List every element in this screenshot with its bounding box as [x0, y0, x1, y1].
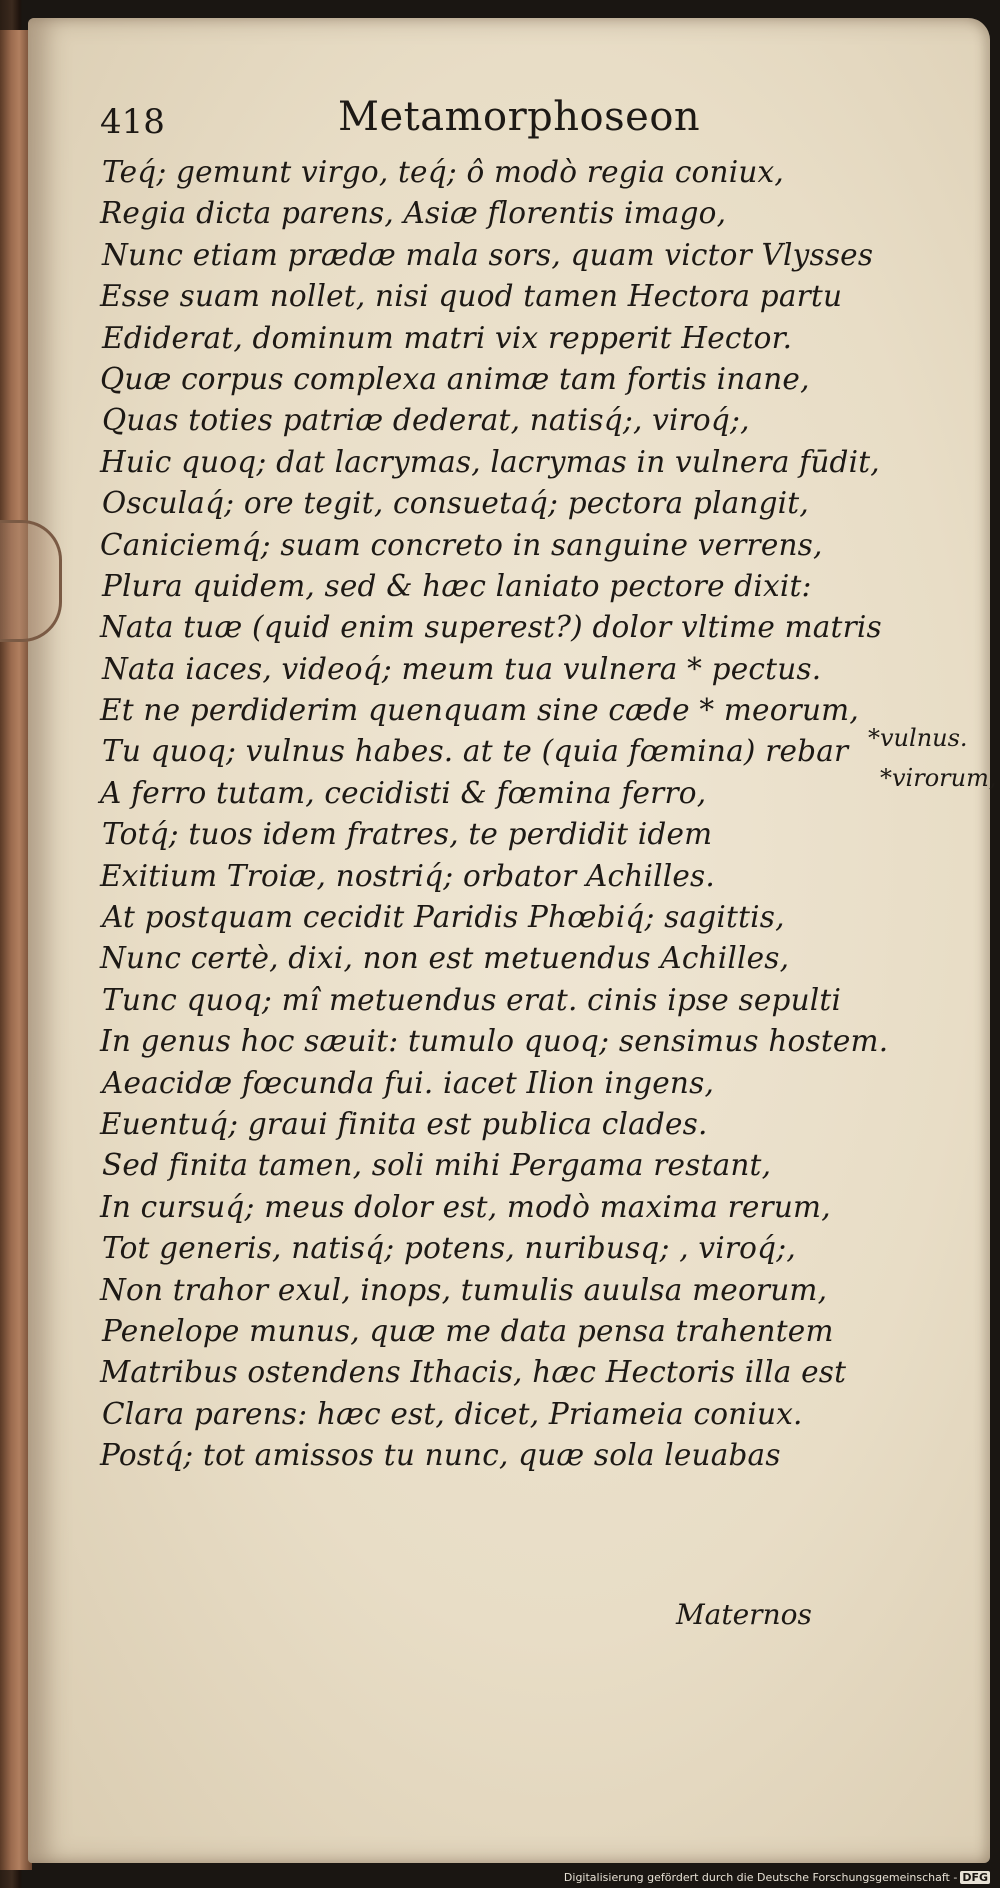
verse-line: Et ne perdiderim quenquam sine cæde * meorum,	[100, 693, 859, 728]
dfg-logo: DFG	[962, 1871, 988, 1884]
verse-line: Sed finita tamen, soli mihi Pergama restant,	[102, 1148, 772, 1183]
page-number: 418	[100, 102, 165, 142]
verse-line: Exitium Troiæ, nostriq́; orbator Achilles.	[100, 858, 715, 893]
margin-notes	[868, 718, 997, 798]
verse-line: Penelope munus, quæ me data pensa trahentem	[102, 1313, 834, 1348]
verse-line: Esse suam nollet, nisi quod tamen Hectora partu	[100, 279, 843, 314]
page-header	[100, 88, 960, 152]
verse-line: A ferro tutam, cecidisti & fœmina ferro,	[100, 775, 707, 810]
verse-line: Nata tuæ (quid enim superest?) dolor vltime matris	[100, 610, 882, 645]
verse-line: Euentuq́; graui finita est publica clades.	[100, 1106, 708, 1141]
verse-line: Matribus ostendens Ithacis, hæc Hectoris illa est	[100, 1355, 847, 1390]
verse-line: In cursuq́; meus dolor est, modò maxima rerum,	[100, 1189, 831, 1224]
verse-line: Postq́; tot amissos tu nunc, quæ sola leuabas	[100, 1438, 781, 1473]
verse-line: Ediderat, dominum matri vix repperit Hector.	[102, 320, 793, 355]
verse-list	[100, 152, 960, 1477]
running-head: Metamorphoseon	[338, 94, 701, 140]
book-clasp	[0, 520, 62, 642]
verse-line: Regia dicta parens, Asiæ florentis imago,	[100, 196, 727, 231]
verse-line: Plura quidem, sed & hæc laniato pectore dixit:	[102, 568, 812, 603]
verse-line: Quæ corpus complexa animæ tam fortis inane,	[100, 361, 810, 396]
text-block	[100, 88, 960, 1477]
verse-line: Quas toties patriæ dederat, natisq́;, viroq́;,	[102, 403, 750, 438]
verse-line: Aeacidæ fœcunda fui. iacet Ilion ingens,	[102, 1065, 715, 1100]
margin-note: *virorum,	[880, 764, 997, 792]
verse-line: Nunc certè, dixi, non est metuendus Achilles,	[100, 941, 790, 976]
verse-line: In genus hoc sæuit: tumulo quoq; sensimus hostem.	[100, 1024, 889, 1059]
verse-line: Caniciemq́; suam concreto in sanguine verrens,	[100, 527, 823, 562]
verse-line: Osculaq́; ore tegit, consuetaq́; pectora plangit,	[102, 486, 809, 521]
verse-line: Nunc etiam prædæ mala sors, quam victor Vlysses	[102, 237, 874, 272]
verse-line: Tu quoq; vulnus habes. at te (quia fœmina) rebar	[102, 734, 849, 769]
book-page	[28, 18, 997, 1863]
verse-line: Clara parens: hæc est, dicet, Priameia coniux.	[102, 1396, 803, 1431]
verse-line: Huic quoq; dat lacrymas, lacrymas in vulnera fūdit,	[100, 444, 880, 479]
verse-line: Tunc quoq; mî metuendus erat. cinis ipse sepulti	[102, 982, 842, 1017]
margin-note: *vulnus.	[868, 724, 968, 752]
credit-text: Digitalisierung gefördert durch die Deutsche Forschungsgemeinschaft -	[563, 1871, 958, 1884]
verse-line: Non trahor exul, inops, tumulis auulsa meorum,	[100, 1272, 828, 1307]
verse-line: At postquam cecidit Paridis Phœbiq́; sagittis,	[102, 900, 785, 935]
catchword: Maternos	[676, 1598, 812, 1631]
verse-line: Tot generis, natisq́; potens, nuribusq; , viroq́;,	[102, 1231, 796, 1266]
verse-line: Totq́; tuos idem fratres, te perdidit idem	[102, 817, 713, 852]
verse-line: Nata iaces, videoq́; meum tua vulnera * pectus.	[102, 651, 822, 686]
verse-line: Teq́; gemunt virgo, teq́; ô modò regia coniux,	[102, 155, 784, 189]
digitization-credit	[564, 1871, 990, 1884]
